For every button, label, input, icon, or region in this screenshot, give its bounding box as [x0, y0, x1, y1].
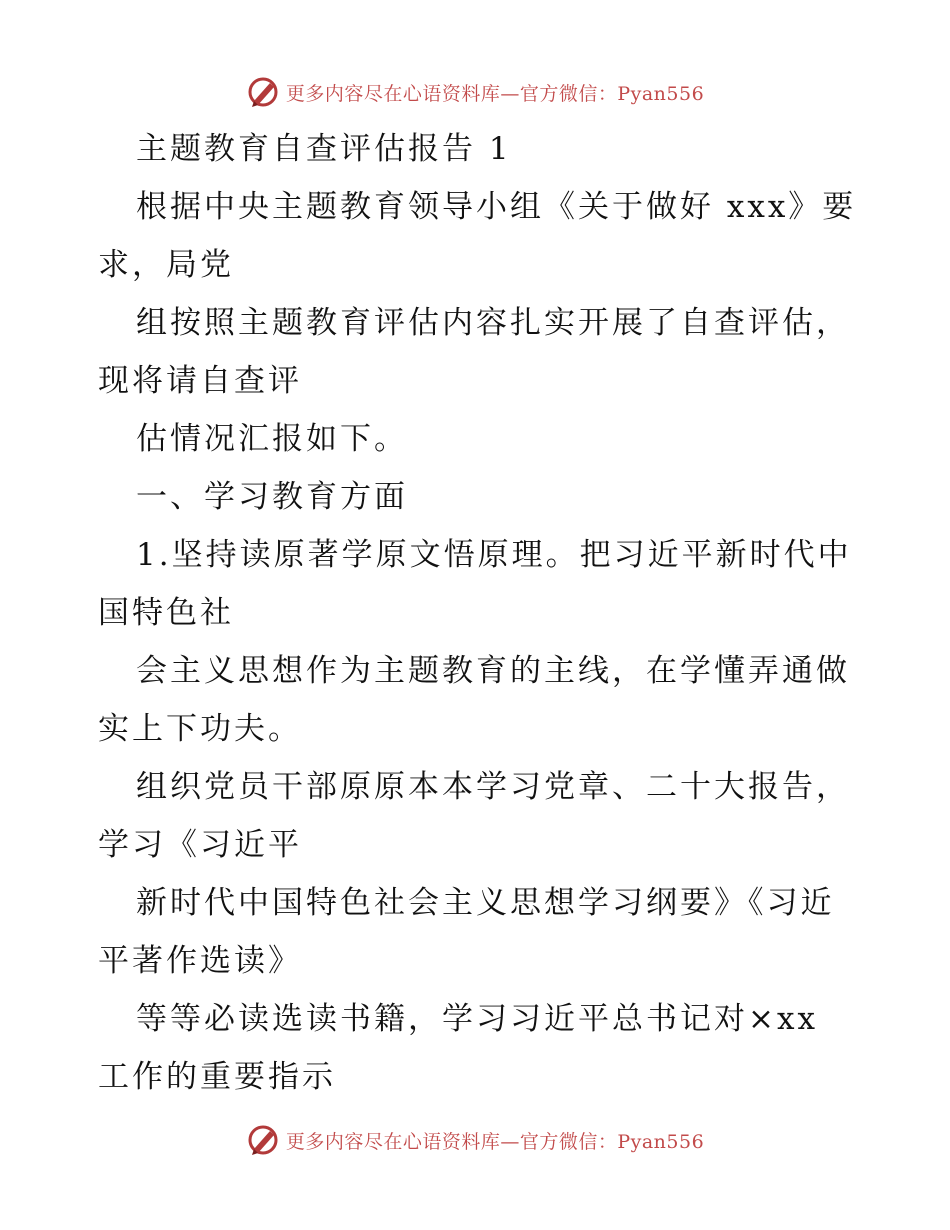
watermark-header: [0, 72, 950, 112]
doc-line: 现将请自查评: [98, 363, 302, 399]
doc-line: 1.坚持读原著学原文悟原理。把习近平新时代中: [136, 537, 852, 573]
watermark-text: 更多内容尽在心语资料库—官方微信：Pyan556: [285, 82, 705, 105]
doc-line: 工作的重要指示: [98, 1059, 336, 1095]
pen-logo-icon: [246, 75, 280, 109]
doc-line: 求，局党: [98, 247, 234, 283]
doc-line: 等等必读选读书籍，学习习近平总书记对×xx: [136, 1001, 818, 1037]
doc-title: 主题教育自查评估报告 1: [136, 131, 512, 167]
section-heading: 一、学习教育方面: [136, 479, 408, 515]
doc-line: 组织党员干部原原本本学习党章、二十大报告，: [136, 769, 850, 805]
doc-line: 学习《习近平: [98, 827, 302, 863]
watermark-footer: [0, 1120, 950, 1160]
pen-logo-icon: [246, 1123, 280, 1157]
doc-line: 国特色社: [98, 595, 234, 631]
document-body: [98, 120, 858, 1106]
doc-line: 实上下功夫。: [98, 711, 302, 747]
doc-line: 会主义思想作为主题教育的主线，在学懂弄通做: [136, 653, 850, 689]
watermark-text: 更多内容尽在心语资料库—官方微信：Pyan556: [285, 1130, 705, 1153]
doc-line: 根据中央主题教育领导小组《关于做好 xxx》要: [136, 189, 857, 225]
doc-line: 估情况汇报如下。: [136, 421, 408, 457]
doc-line: 组按照主题教育评估内容扎实开展了自查评估，: [136, 305, 850, 341]
doc-line: 平著作选读》: [98, 943, 302, 979]
doc-line: 新时代中国特色社会主义思想学习纲要》《习近: [136, 885, 835, 921]
